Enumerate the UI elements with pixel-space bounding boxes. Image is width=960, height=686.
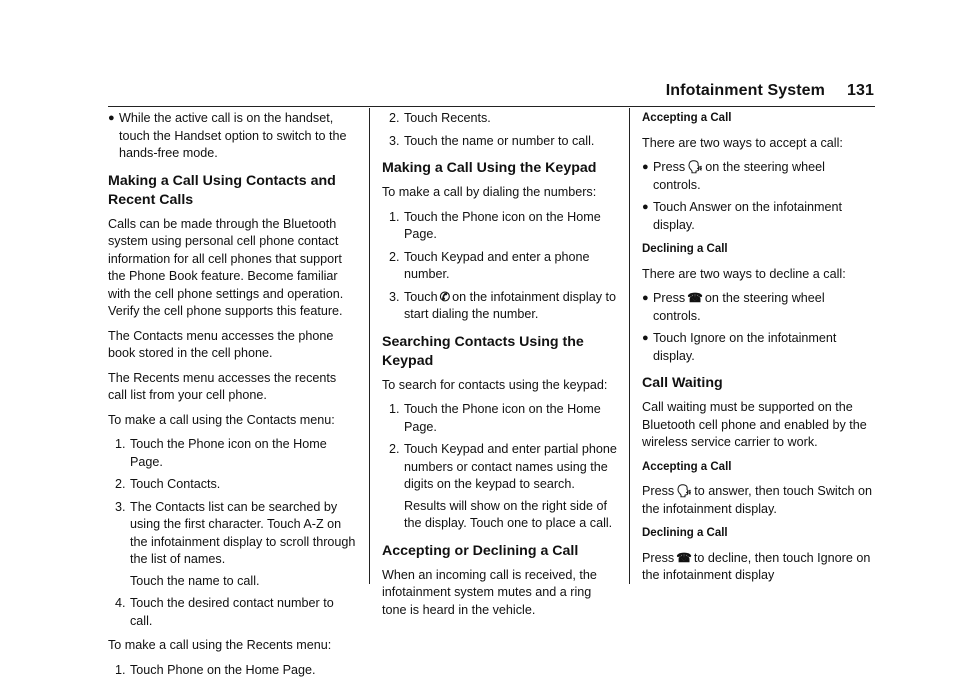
numbered-list: [108, 436, 358, 630]
list-item: ● Press ☎ on the steering wheel controls.: [642, 291, 825, 323]
list-item: 2. Touch Contacts.: [115, 477, 221, 491]
numbered-list: [382, 401, 617, 533]
column-divider: [369, 108, 370, 584]
sub-heading: Declining a Call: [642, 527, 728, 539]
list-item: ● Touch Answer on the infotainment display.: [642, 200, 843, 232]
section-heading: Call Waiting: [642, 375, 723, 391]
paragraph: There are two ways to decline a call:: [642, 266, 846, 281]
sub-heading: Accepting a Call: [642, 112, 732, 124]
list-item: 4. Touch the desired contact number to call.: [115, 596, 334, 628]
column-2: [382, 110, 617, 626]
dial-icon: ✆: [439, 289, 451, 304]
bullet-icon: ●: [642, 332, 649, 344]
bullet-icon: ●: [642, 292, 649, 304]
paragraph: To make a call using the Contacts menu:: [108, 412, 335, 427]
list-item: 1. Touch Phone on the Home Page.: [115, 662, 316, 677]
list-item: 3. Touch the name or number to call.: [389, 133, 595, 148]
paragraph: Calls can be made through the Bluetooth system using personal cell phone contact information for all cell phones that support the Phone Book feature. Become familiar with the cell phone settings and operation. Verify the cell phone supports this feature.: [108, 216, 344, 318]
bullet-icon: ●: [108, 112, 115, 124]
numbered-list: [382, 209, 617, 324]
numbered-list: [108, 662, 358, 680]
section-heading: Making a Call Using Contacts and Recent Calls: [108, 172, 336, 208]
list-item: 1. Touch the Phone icon on the Home Page.: [389, 402, 601, 434]
list-item: 3. The Contacts list can be searched by using the first character. Touch A-Z on the infotainment display to scroll through the list of names. Touch the name to call.: [115, 499, 356, 588]
list-item: 2. Touch Keypad and enter a phone number.: [389, 249, 590, 281]
paragraph: To make a call by dialing the numbers:: [382, 185, 597, 199]
paragraph: Press 🗣︎ to answer, then touch Switch on the infotainment display.: [642, 484, 873, 516]
column-1: [108, 110, 358, 686]
bullet-icon: ●: [642, 201, 649, 213]
list-item: 1. Touch the Phone icon on the Home Page.: [389, 209, 601, 241]
column-divider: [629, 108, 630, 584]
paragraph: To make a call using the Recents menu:: [108, 638, 332, 652]
column-3: [642, 110, 875, 592]
bullet-list: [642, 159, 875, 234]
section-heading: Searching Contacts Using the Keypad: [382, 333, 584, 369]
sub-heading: Accepting a Call: [642, 460, 732, 473]
bullet-list: [108, 110, 358, 163]
list-item: 2. Touch Recents.: [389, 111, 491, 125]
list-item: 1. Touch the Phone icon on the Home Page.: [115, 437, 327, 469]
end-call-icon: ☎: [687, 291, 703, 305]
list-item: 3. Touch ✆ on the infotainment display to start dialing the number.: [389, 289, 616, 321]
page-number: 131: [847, 82, 874, 99]
steering-wheel-talk-icon: 🗣︎: [687, 160, 704, 174]
paragraph: When an incoming call is received, the infotainment system mutes and a ring tone is heard in the vehicle.: [382, 567, 597, 617]
header-rule: [108, 106, 875, 107]
paragraph: There are two ways to accept a call:: [642, 135, 843, 150]
list-item: ● Touch Ignore on the infotainment display.: [642, 331, 837, 363]
bullet-list: [642, 290, 875, 365]
section-heading: Making a Call Using the Keypad: [382, 160, 597, 176]
sub-heading: Declining a Call: [642, 243, 728, 255]
list-item: ● While the active call is on the handset, touch the Handset option to switch to the hands-free mode.: [108, 111, 347, 160]
paragraph: Press ☎ to decline, then touch Ignore on the infotainment display: [642, 550, 871, 582]
numbered-list: [382, 110, 617, 150]
paragraph: The Recents menu accesses the recents call list from your cell phone.: [108, 370, 337, 402]
page-header: [666, 82, 874, 100]
end-call-icon: ☎: [676, 550, 692, 565]
bullet-icon: ●: [642, 161, 649, 173]
section-title: Infotainment System: [665, 82, 825, 99]
list-item: 2. Touch Keypad and enter partial phone numbers or contact names using the digits on the keypad to search. Results will show on the right side of the display. Touch one to place a call.: [389, 442, 617, 530]
paragraph: The Contacts menu accesses the phone book stored in the cell phone.: [108, 328, 334, 360]
paragraph: To search for contacts using the keypad:: [382, 377, 608, 392]
steering-wheel-talk-icon: 🗣︎: [676, 484, 693, 498]
section-heading: Accepting or Declining a Call: [382, 542, 579, 559]
list-item: ● Press 🗣︎ on the steering wheel controls.: [642, 160, 825, 192]
paragraph: Call waiting must be supported on the Bluetooth cell phone and enabled by the wireless service carrier to work.: [642, 400, 867, 449]
